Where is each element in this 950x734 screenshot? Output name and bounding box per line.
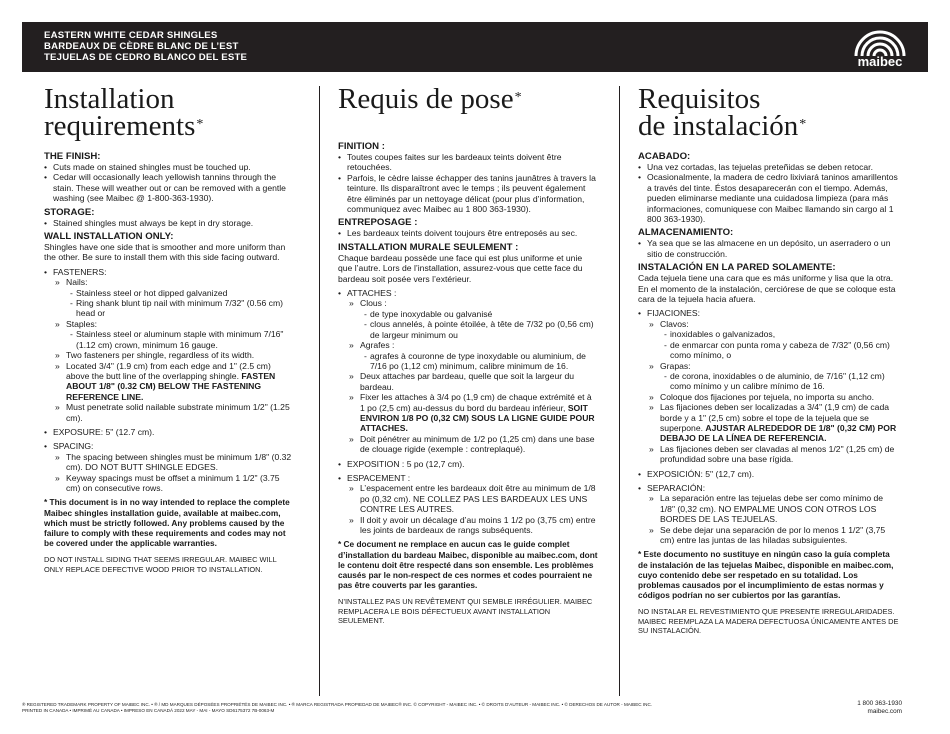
paragraph: Chaque bardeau possède une face qui est plus uniforme et unie que l’autre. Lors de l’installation, assurez-vous que cette face du bardeau soit posée vers l’extérieur. xyxy=(338,252,583,284)
dash-item: - agrafes à couronne de type inoxydable ou aluminium, de 7/16 po (1,12 cm) minimum, calibre minimum de 16. xyxy=(338,351,598,372)
section-heading: ACABADO: xyxy=(638,151,691,162)
page-title-en: Installation requirements* xyxy=(44,83,204,142)
disclaimer: DO NOT INSTALL SIDING THAT SEEMS IRREGULAR. MAIBEC WILL ONLY REPLACE DEFECTIVE WOOD PRIOR TO INSTALLATION. xyxy=(44,555,277,574)
sub-item: » Coloque dos fijaciones por tejuela, no importa su ancho. xyxy=(638,392,900,402)
sub-item: » Doit pénétrer au minimum de 1/2 po (1,25 cm) dans une base de clouage rigide (exemple : contreplaqué). xyxy=(338,434,598,455)
sub-item: » Located 3/4" (1.9 cm) from each edge and 1" (2.5 cm) above the butt line of the overlapping shingle. FASTEN ABOUT 1/8" (0.32 CM) BELOW THE FASTENING REFERENCE LINE. xyxy=(44,361,296,403)
header-title-en: EASTERN WHITE CEDAR SHINGLES xyxy=(44,30,218,41)
french-column xyxy=(338,83,598,626)
list-item: • EXPOSITION : 5 po (12,7 cm). xyxy=(338,459,598,469)
sub-item: » Nails: xyxy=(44,277,296,287)
sub-item: » Staples: xyxy=(44,319,296,329)
sub-item: » L’espacement entre les bardeaux doit être au minimum de 1/8 po (0,32 cm). NE COLLEZ PAS LES BARDEAUX LES UNS CONTRE LES AUTRES. xyxy=(338,483,598,514)
sub-item: » Se debe dejar una separación de por lo menos 1 1/2" (3,75 cm) entre las juntas de las hiladas subsiguientes. xyxy=(638,525,900,546)
header-titles xyxy=(44,30,247,63)
list-item: • Ya sea que se las almacene en un depósito, un aserradero o un sitio de construcción. xyxy=(638,238,900,259)
list-item: • Stained shingles must always be kept in dry storage. xyxy=(44,218,296,228)
english-column xyxy=(44,83,296,574)
list-item: • Les bardeaux teints doivent toujours être entreposés au sec. xyxy=(338,228,598,238)
list-item: • EXPOSURE: 5" (12.7 cm). xyxy=(44,427,296,437)
list-item: • EXPOSICIÓN: 5" (12,7 cm). xyxy=(638,469,900,479)
sub-item: » The spacing between shingles must be minimum 1/8" (0.32 cm). DO NOT BUTT SHINGLE EDGES. xyxy=(44,452,296,473)
website-link[interactable]: maibec.com xyxy=(867,708,902,716)
sub-item: » Il doit y avoir un décalage d’au moins 1 1/2 po (3,75 cm) entre les joints de bardeaux de rangs subséquents. xyxy=(338,515,598,536)
header-bar xyxy=(22,22,928,72)
header-title-fr: BARDEAUX DE CÈDRE BLANC DE L’EST xyxy=(44,41,239,52)
dash-item: - de enmarcar con punta roma y cabeza de 7/32" (0,56 cm) como mínimo, o xyxy=(638,340,900,361)
sub-item: » Las fijaciones deben ser localizadas a 3/4" (1,9 cm) de cada borde y a 1" (2,5 cm) sobre el tope de la tejuela que se superpone. AJUSTAR ALREDEDOR DE 1/8" (0,32 CM) POR DEBAJO DE LA LÍNEA DE REFERENCIA. xyxy=(638,402,900,444)
footnote: * Este documento no sustituye en ningún caso la guía completa de instalación de las tejuelas Maibec, disponible en maibec.com, cuyo contenido debe ser respetado en su totalidad. Los problemas causados por el incumplimiento de estas normas y códigos podrían no ser cubiertos por las garantías. xyxy=(638,549,894,601)
sub-item: » Must penetrate solid nailable substrate minimum 1/2" (1.25 cm). xyxy=(44,402,296,423)
legal-footer xyxy=(22,702,742,714)
dash-item: - Stainless steel or hot dipped galvanized xyxy=(44,288,296,298)
sub-item: » Agrafes : xyxy=(338,340,598,350)
contact-info xyxy=(857,700,902,717)
section-heading: STORAGE: xyxy=(44,206,95,218)
dash-item: - clous annelés, à pointe étoilée, à tête de 7/32 po (0,56 cm) de largeur minimum ou xyxy=(338,319,598,340)
section-heading: ENTREPOSAGE : xyxy=(338,217,418,229)
column-divider xyxy=(619,86,620,696)
page-title-es: Requisitos de instalación* xyxy=(638,83,807,142)
column-divider xyxy=(319,86,320,696)
section-heading: INSTALLATION MURALE SEULEMENT : xyxy=(338,241,519,253)
dash-item: - de corona, inoxidables o de aluminio, de 7/16" (1,12 cm) como mínimo y un calibre mínimo de 16. xyxy=(638,371,900,392)
list-item: • SEPARACIÓN: xyxy=(638,483,900,493)
maibec-logo xyxy=(848,26,912,70)
disclaimer: NO INSTALAR EL REVESTIMIENTO QUE PRESENTE IRREGULARIDADES. MAIBEC REEMPLAZA LA MADERA DEFECTUOSA ÚNICAMENTE ANTES DE SU INSTALACIÓN. xyxy=(638,607,899,636)
sub-item: » Fixer les attaches à 3/4 po (1,9 cm) de chaque extrémité et à 1 po (2,5 cm) au-dessus du bord du bardeau inférieur, SOIT ENVIRON 1/8 PO (0,32 CM) SOUS LA LIGNE GUIDE POUR ATTACHES. xyxy=(338,392,598,434)
header-title-es: TEJUELAS DE CEDRO BLANCO DEL ESTE xyxy=(44,52,248,63)
dash-item: - Stainless steel or aluminum staple with minimum 7/16" (1.12 cm) crown, minimum 16 gauge. xyxy=(44,329,296,350)
disclaimer: N’INSTALLEZ PAS UN REVÊTEMENT QUI SEMBLE IRRÉGULIER. MAIBEC REMPLACERA LE BOIS DÉFECTUEUX AVANT INSTALLATION SEULEMENT. xyxy=(338,597,593,626)
dash-item: - Ring shank blunt tip nail with minimum 7/32" (0.56 cm) head or xyxy=(44,298,296,319)
dash-item: - inoxidables o galvanizados, xyxy=(638,329,900,339)
footnote: * Ce document ne remplace en aucun cas le guide complet d’installation du bardeau Maibec, disponible au maibec.com, dont le contenu doit être respecté dans son ensemble. Les problèmes causés par le non-respect de ces normes et codes pourraient ne pas être couverts par les garanties. xyxy=(338,539,598,591)
sub-item: » Grapas: xyxy=(638,361,900,371)
section-heading: INSTALACIÓN EN LA PARED SOLAMENTE: xyxy=(638,262,836,274)
section-heading: ALMACENAMIENTO: xyxy=(638,227,734,239)
spanish-column xyxy=(638,83,900,636)
page-title-fr: Requis de pose* xyxy=(338,83,522,115)
list-item: • Parfois, le cèdre laisse échapper des tanins jaunâtres à travers la teinture. Ils disparaîtront avec le temps ; ils peuvent également être éliminés par un nettoyage délicat (pour plus d’information, communiquez avec Maibec au 1 800 363-1930). xyxy=(338,173,598,215)
list-item: • Cedar will occasionally leach yellowish tannins through the stain. These will weather out or can be removed with a gentle washing (see Maibec @ 1-800-363-1930). xyxy=(44,172,296,203)
list-item: • SPACING: xyxy=(44,441,296,451)
sub-item: » Las fijaciones deben ser clavadas al menos 1/2" (1,25 cm) de profundidad sobre una base rígida. xyxy=(638,444,900,465)
list-item: • ESPACEMENT : xyxy=(338,473,598,483)
phone-number: 1 800 363-1930 xyxy=(857,700,902,707)
list-item: • Ocasionalmente, la madera de cedro lixiviará taninos amarillentos a través del tinte. Éstos desaparecerán con el tiempo. Además, pueden eliminarse mediante una cuidadosa limpieza (para más informaciones, comuniquese con Maibec llamando sin cargo al 1 800 363-1930). xyxy=(638,172,900,224)
sub-item: » Deux attaches par bardeau, quelle que soit la largeur du bardeau. xyxy=(338,371,598,392)
dash-item: - de type inoxydable ou galvanisé xyxy=(338,309,598,319)
sub-item: » Two fasteners per shingle, regardless of its width. xyxy=(44,350,296,360)
trademark-line: ® REGISTERED TRADEMARK PROPERTY OF MAIBEC INC. • ® / MD MARQUES DÉPOSÉES PROPRIÉTÉS DE MAIBEC INC. • ® MARCA REGISTRADA PROPIEDAD DE MAIBEC® INC. © COPYRIGHT - MAIBEC INC. • © DROITS D’AUTEUR - MAIBEC INC. • © DERECHOS DE AUTOR - MAIBEC INC. xyxy=(22,702,653,707)
list-item: • FASTENERS: xyxy=(44,267,296,277)
list-item: • Toutes coupes faites sur les bardeaux teints doivent être retouchées. xyxy=(338,152,598,173)
logo-arch-icon xyxy=(848,26,912,56)
footnote: * This document is in no way intended to replace the complete Maibec shingles installation guide, available at maibec.com, which must be strictly followed. Any problems caused by the failure to comply with these requirements and codes may not be covered under the applicable warranties. xyxy=(44,497,290,549)
section-heading: FINITION : xyxy=(338,141,385,152)
logo-wordmark: maibec xyxy=(857,54,903,69)
sub-item: » Clous : xyxy=(338,298,598,308)
print-line: PRINTED IN CANADA • IMPRIMÉ AU CANADA • IMPRESO EN CANADÁ 2022 MAY - MAI - MAYO SD6175372 7B-0063-M xyxy=(22,708,275,713)
list-item: • FIJACIONES: xyxy=(638,308,900,318)
sub-item: » La separación entre las tejuelas debe ser como mínimo de 1/8" (0,32 cm). NO EMPALME UNOS CON OTROS LOS BORDES DE LAS TEJUELAS. xyxy=(638,493,900,524)
sub-item: » Keyway spacings must be offset a minimum 1 1/2" (3.75 cm) on consecutive rows. xyxy=(44,473,296,494)
paragraph: Shingles have one side that is smoother and more uniform than the other. Be sure to install them with this side facing outward. xyxy=(44,242,286,263)
paragraph: Cada tejuela tiene una cara que es más uniforme y lisa que la otra. En el momento de la instalación, cerciórese de que se coloque esta cara de la tejuela hacia afuera. xyxy=(638,273,896,305)
list-item: • ATTACHES : xyxy=(338,288,598,298)
section-heading: WALL INSTALLATION ONLY: xyxy=(44,231,174,243)
list-item: • Cuts made on stained shingles must be touched up. xyxy=(44,162,296,172)
list-item: • Una vez cortadas, las tejuelas preteñidas se deben retocar. xyxy=(638,162,900,172)
sub-item: » Clavos: xyxy=(638,319,900,329)
section-heading: THE FINISH: xyxy=(44,151,101,162)
